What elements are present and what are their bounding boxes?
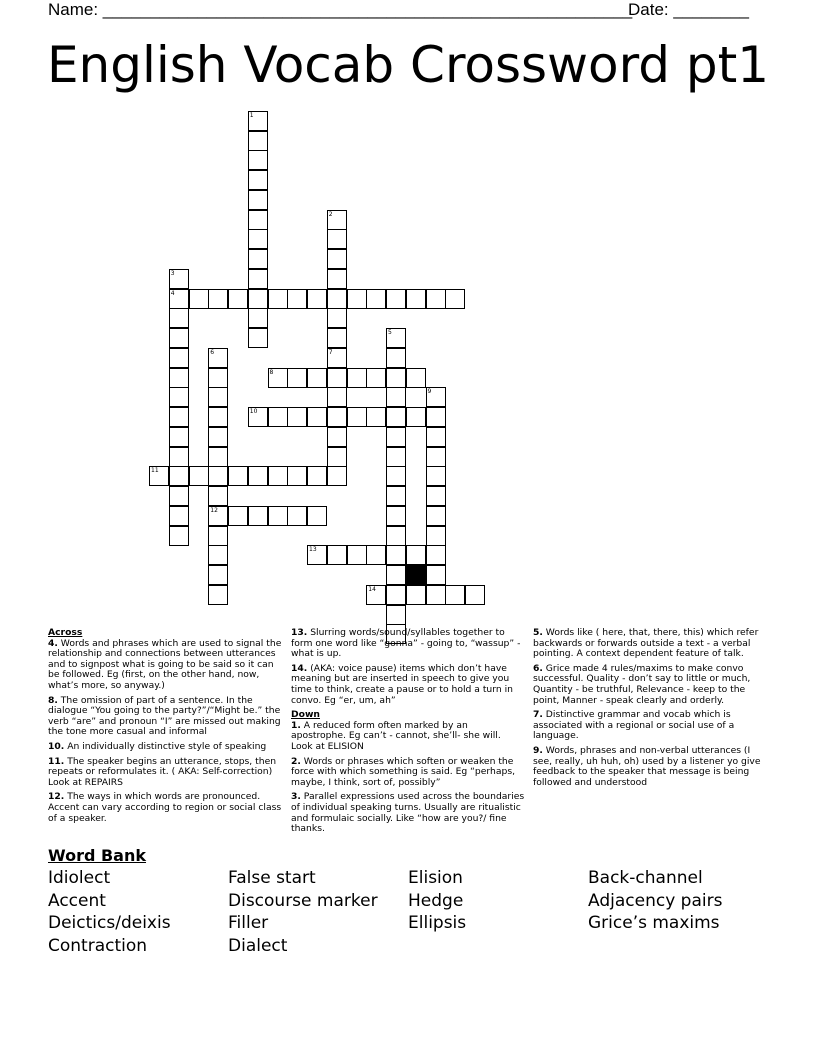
clue-item <box>291 792 525 834</box>
crossword-cell[interactable] <box>208 466 228 486</box>
clue-item <box>48 696 284 738</box>
crossword-cell[interactable] <box>366 407 386 427</box>
clue-item <box>291 628 525 660</box>
clue-item <box>291 721 525 753</box>
crossword-cell[interactable] <box>347 289 367 309</box>
crossword-cell[interactable] <box>426 407 446 427</box>
crossword-cell[interactable] <box>386 506 406 526</box>
clue-number: 6 <box>210 348 215 356</box>
clue-item <box>533 664 765 706</box>
crossword-cell[interactable] <box>327 387 347 407</box>
crossword-cell[interactable] <box>169 466 189 486</box>
crossword-cell[interactable] <box>327 229 347 249</box>
crossword-cell[interactable] <box>208 407 228 427</box>
crossword-cell[interactable] <box>169 486 189 506</box>
crossword-cell[interactable] <box>386 565 406 585</box>
clue-item <box>48 757 284 789</box>
clue-item <box>291 664 525 706</box>
clue-number: 7 <box>328 348 333 356</box>
word-bank-item: Accent <box>48 890 106 911</box>
crossword-cell[interactable] <box>386 387 406 407</box>
crossword-cell[interactable] <box>327 289 347 309</box>
crossword-cell[interactable] <box>208 526 228 546</box>
crossword-cell[interactable] <box>406 585 426 605</box>
crossword-cell[interactable] <box>426 585 446 605</box>
crossword-cell[interactable] <box>268 289 288 309</box>
clue-number-label: 9. <box>533 744 543 756</box>
crossword-cell[interactable] <box>248 170 268 190</box>
clue-text: Words and phrases which are used to signal the relationship and connections between utterances and to signpost what is going to be said so it can be followed. Eg (first, on the other hand, now, what’s more, so anyway.) <box>48 637 282 691</box>
crossword-cell[interactable] <box>386 545 406 565</box>
clue-number-label: 6. <box>533 662 543 674</box>
clue-item <box>48 792 284 824</box>
crossword-cell[interactable] <box>307 289 327 309</box>
crossword-black-cell <box>406 565 426 585</box>
crossword-cell[interactable] <box>386 368 406 388</box>
crossword-cell[interactable] <box>169 447 189 467</box>
header <box>0 0 816 22</box>
clue-number: 13 <box>309 546 317 554</box>
clue-text: The speaker begins an utterance, stops, then repeats or reformulates it. ( AKA: Self-correction) Look at REPAIRS <box>48 755 277 788</box>
clue-text: Grice made 4 rules/maxims to make convo successful. Quality - don’t say to little or much, Quantity - be truthful, Relevance - keep to the point, Manner - speak clearly and orderly. <box>533 662 751 706</box>
crossword-cell[interactable] <box>268 506 288 526</box>
crossword-cell[interactable] <box>248 506 268 526</box>
crossword-cell[interactable] <box>208 565 228 585</box>
crossword-cell[interactable] <box>189 289 209 309</box>
crossword-cell[interactable] <box>426 565 446 585</box>
clue-item <box>48 742 284 753</box>
crossword-cell[interactable] <box>406 407 426 427</box>
crossword-cell[interactable] <box>426 466 446 486</box>
clue-text: Words or phrases which soften or weaken the force with which something is said. Eg “perhaps, maybe, I think, sort of, possibly” <box>291 755 516 788</box>
crossword-cell[interactable] <box>445 585 465 605</box>
crossword-cell[interactable] <box>169 348 189 368</box>
crossword-cell[interactable] <box>169 308 189 328</box>
clues-column-3 <box>533 628 765 792</box>
crossword-cell[interactable] <box>307 506 327 526</box>
word-bank-item: Deictics/deixis <box>48 913 171 934</box>
clue-number-label: 10. <box>48 740 65 752</box>
crossword-cell[interactable] <box>169 427 189 447</box>
crossword-cell[interactable] <box>208 387 228 407</box>
clues-column-1 <box>48 628 284 828</box>
clue-number-label: 8. <box>48 694 58 706</box>
clue-number-label: 11. <box>48 755 65 767</box>
crossword-cell[interactable] <box>426 526 446 546</box>
clue-number: 14 <box>368 585 376 593</box>
clue-text: Words, phrases and non-verbal utterances (I see, really, uh huh, oh) used by a listener yo give feedback to the speaker that message is being followed and understood <box>533 744 761 788</box>
crossword-cell[interactable] <box>287 466 307 486</box>
crossword-cell[interactable] <box>169 526 189 546</box>
word-bank-item: False start <box>228 868 316 888</box>
crossword-cell[interactable] <box>347 368 367 388</box>
clue-item <box>48 639 284 692</box>
crossword-cell[interactable] <box>287 506 307 526</box>
clue-number: 12 <box>210 506 218 514</box>
crossword-cell[interactable] <box>327 328 347 348</box>
crossword-cell[interactable] <box>386 526 406 546</box>
word-bank-item: Filler <box>228 913 269 934</box>
clue-number: 10 <box>249 408 258 415</box>
word-bank-item: Contraction <box>48 935 148 956</box>
crossword-cell[interactable] <box>327 447 347 467</box>
page-title: English Vocab Crossword pt1 <box>46 36 770 94</box>
crossword-cell[interactable] <box>208 289 228 309</box>
crossword-cell[interactable] <box>327 269 347 289</box>
word-bank-item: Discourse marker <box>228 890 378 911</box>
crossword-cell[interactable] <box>386 407 406 427</box>
clue-item <box>291 757 525 789</box>
word-bank-item: Grice’s maxims <box>588 913 720 934</box>
crossword-cell[interactable] <box>189 466 209 486</box>
across-heading: Across <box>48 627 83 638</box>
clue-number: 4 <box>170 289 175 297</box>
clue-number-label: 5. <box>533 627 543 638</box>
crossword-cell[interactable] <box>169 328 189 348</box>
crossword-cell[interactable] <box>248 289 268 309</box>
crossword-cell[interactable] <box>287 368 307 388</box>
crossword-cell[interactable] <box>347 545 367 565</box>
clue-number-label: 7. <box>533 709 543 721</box>
clue-text: Parallel expressions used across the boundaries of individual speaking turns. Usually are ritualistic and formulaic socially. Like “how are you?/ fine thanks. <box>291 791 525 835</box>
clue-number: 9 <box>427 388 432 396</box>
crossword-cell[interactable] <box>208 585 228 605</box>
clue-item <box>533 710 765 742</box>
clue-number: 11 <box>151 467 159 475</box>
crossword-cell[interactable] <box>426 486 446 506</box>
crossword-cell[interactable] <box>327 466 347 486</box>
crossword-cell[interactable] <box>307 407 327 427</box>
crossword-cell[interactable] <box>327 308 347 328</box>
crossword-cell[interactable] <box>386 486 406 506</box>
word-bank-item: Dialect <box>228 935 288 956</box>
crossword-cell[interactable] <box>386 348 406 368</box>
clue-text: The ways in which words are pronounced. Accent can vary according to region or social class of a speaker. <box>48 791 282 824</box>
word-bank-item: Ellipsis <box>408 913 467 934</box>
crossword-cell[interactable] <box>386 605 406 625</box>
crossword-cell[interactable] <box>426 427 446 447</box>
crossword-cell[interactable] <box>287 289 307 309</box>
crossword-cell[interactable] <box>465 585 485 605</box>
crossword-cell[interactable] <box>426 447 446 467</box>
clue-text: A reduced form often marked by an apostrophe. Eg can’t - cannot, she’ll- she will. Look at ELISION <box>291 719 501 752</box>
clue-number-label: 13. <box>291 627 308 638</box>
clue-text: The omission of part of a sentence. In the dialogue “You going to the party?”/“Might be.” the verb “are” and pronoun “I” are missed out making the tone more casual and informal <box>48 694 281 738</box>
crossword-cell[interactable] <box>169 368 189 388</box>
crossword-cell[interactable] <box>426 545 446 565</box>
crossword-cell[interactable] <box>366 545 386 565</box>
crossword-cell[interactable] <box>208 545 228 565</box>
word-bank-item: Back-channel <box>588 868 703 888</box>
word-bank-item: Elision <box>408 868 463 888</box>
clue-text: Distinctive grammar and vocab which is associated with a regional or social use of a language. <box>533 709 735 742</box>
crossword-cell[interactable] <box>327 427 347 447</box>
crossword-cell[interactable] <box>248 269 268 289</box>
clue-number-label: 3. <box>291 791 301 803</box>
crossword-cell[interactable] <box>386 427 406 447</box>
crossword-cell[interactable] <box>445 289 465 309</box>
clue-number: 3 <box>170 269 175 277</box>
crossword-cell[interactable] <box>169 387 189 407</box>
clues-column-2 <box>291 628 525 839</box>
clue-text: Slurring words/sound/syllables together to form one word like “gonna” - going to, “wassup” - what is up. <box>291 627 521 660</box>
clue-number: 5 <box>388 329 392 336</box>
crossword-cell[interactable] <box>208 447 228 467</box>
word-bank-title: Word Bank <box>48 846 147 865</box>
crossword-cell[interactable] <box>386 585 406 605</box>
crossword-cell[interactable] <box>366 368 386 388</box>
clue-number: 8 <box>269 368 274 376</box>
crossword-cell[interactable] <box>248 249 268 269</box>
crossword-cell[interactable] <box>327 249 347 269</box>
clue-number: 1 <box>249 111 254 119</box>
crossword-cell[interactable] <box>248 229 268 249</box>
crossword-cell[interactable] <box>386 447 406 467</box>
crossword-cell[interactable] <box>327 545 347 565</box>
clue-number-label: 4. <box>48 637 58 649</box>
crossword-cell[interactable] <box>386 289 406 309</box>
crossword-cell[interactable] <box>287 407 307 427</box>
crossword-cell[interactable] <box>248 308 268 328</box>
crossword-cell[interactable] <box>248 210 268 230</box>
crossword-cell[interactable] <box>248 150 268 170</box>
word-bank-item: Idiolect <box>48 868 111 888</box>
crossword-cell[interactable] <box>327 407 347 427</box>
crossword-cell[interactable] <box>208 427 228 447</box>
crossword-cell[interactable] <box>426 289 446 309</box>
crossword-cell[interactable] <box>327 368 347 388</box>
clue-number-label: 12. <box>48 791 65 803</box>
clue-number: 2 <box>328 210 333 218</box>
clue-number-label: 14. <box>291 662 308 674</box>
crossword-cell[interactable] <box>248 190 268 210</box>
crossword-cell[interactable] <box>169 506 189 526</box>
crossword-cell[interactable] <box>208 486 228 506</box>
clue-item <box>533 628 765 660</box>
crossword-cell[interactable] <box>208 368 228 388</box>
crossword-cell[interactable] <box>406 545 426 565</box>
crossword-cell[interactable] <box>248 131 268 151</box>
crossword-cell[interactable] <box>248 328 268 348</box>
crossword-cell[interactable] <box>406 289 426 309</box>
date-field[interactable]: Date: ________ <box>628 0 749 19</box>
down-heading: Down <box>291 709 320 721</box>
crossword-cell[interactable] <box>169 407 189 427</box>
crossword-cell[interactable] <box>307 466 327 486</box>
crossword-cell[interactable] <box>426 506 446 526</box>
word-bank-item: Adjacency pairs <box>588 890 723 911</box>
clue-number-label: 1. <box>291 719 301 731</box>
clue-text: An individually distinctive style of speaking <box>64 740 267 752</box>
crossword-cell[interactable] <box>268 407 288 427</box>
clue-text: (AKA: voice pause) items which don’t have meaning but are inserted in speech to give you time to think, create a pause or to hold a turn in convo. Eg “er, um, ah” <box>291 662 513 706</box>
crossword-cell[interactable] <box>228 506 248 526</box>
clue-number-label: 2. <box>291 755 301 767</box>
crossword-cell[interactable] <box>248 466 268 486</box>
crossword-cell[interactable] <box>307 368 327 388</box>
crossword-cell[interactable] <box>386 466 406 486</box>
crossword-cell[interactable] <box>268 466 288 486</box>
crossword-cell[interactable] <box>347 407 367 427</box>
clue-item <box>533 746 765 788</box>
crossword-cell[interactable] <box>406 368 426 388</box>
crossword-cell[interactable] <box>228 289 248 309</box>
name-field[interactable]: Name: ________________________________________________________ <box>48 0 633 19</box>
word-bank-item: Hedge <box>408 890 464 911</box>
crossword-cell[interactable] <box>366 289 386 309</box>
crossword-cell[interactable] <box>228 466 248 486</box>
clue-text: Words like ( here, that, there, this) which refer backwards or forwards outside a text - a verbal pointing. A context dependent feature of talk. <box>533 627 759 660</box>
